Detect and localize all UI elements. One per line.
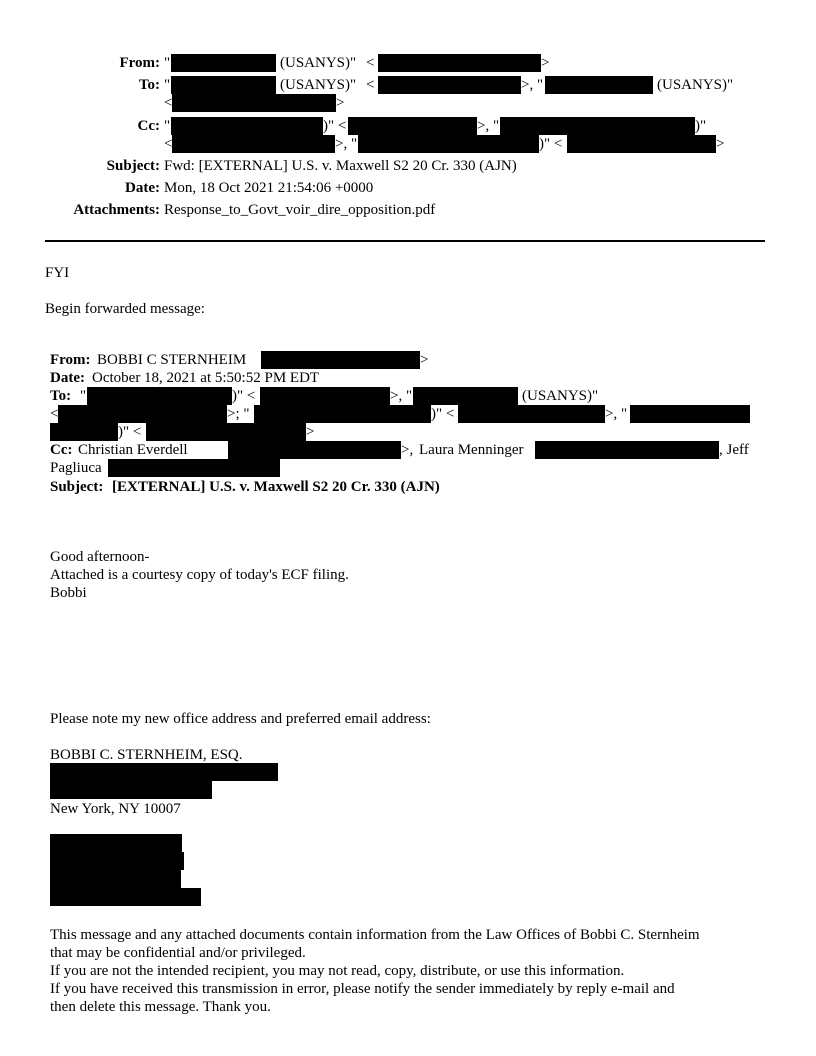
redaction [87, 387, 232, 405]
redaction [108, 459, 280, 477]
address-note: Please note my new office address and preferred email address: [50, 711, 431, 727]
redaction [50, 852, 184, 870]
redaction [171, 117, 323, 135]
redaction [413, 387, 518, 405]
subject-value: Fwd: [EXTERNAL] U.S. v. Maxwell S2 20 Cr. 330 (AJN) [164, 158, 517, 174]
greeting: Good afternoon- [50, 549, 150, 565]
signature-city: New York, NY 10007 [50, 801, 181, 817]
redaction [50, 834, 182, 852]
to-tag-1: (USANYS)" [280, 77, 357, 93]
redaction [50, 763, 278, 781]
redaction [50, 781, 212, 799]
redaction [567, 135, 716, 153]
signature-name: BOBBI C. STERNHEIM, ESQ. [50, 747, 243, 763]
disclaimer-line: that may be confidential and/or privileged. [50, 945, 306, 961]
redaction [260, 387, 390, 405]
fwd-from-label: From: [50, 352, 91, 368]
from-label: From: [119, 55, 160, 71]
disclaimer-line: If you have received this transmission in error, please notify the sender immediately by reply e-mail and [50, 981, 675, 997]
fwd-subject-label: Subject: [50, 479, 104, 495]
redaction [545, 76, 653, 94]
fwd-cc-name-2: Laura Menninger [419, 442, 524, 458]
fwd-to-label: To: [50, 388, 72, 404]
attachments-label: Attachments: [73, 202, 160, 218]
redaction [58, 405, 227, 423]
redaction [358, 135, 539, 153]
fwd-subject-value: [EXTERNAL] U.S. v. Maxwell S2 20 Cr. 330 (AJN) [112, 479, 440, 495]
redaction [254, 405, 431, 423]
date-label: Date: [125, 180, 160, 196]
redaction [50, 870, 181, 888]
redaction [458, 405, 605, 423]
header-divider [45, 240, 765, 242]
fwd-cc-name-3a: , Jeff [719, 442, 749, 458]
redaction [378, 76, 521, 94]
date-value: Mon, 18 Oct 2021 21:54:06 +0000 [164, 180, 374, 196]
fyi-text: FYI [45, 265, 70, 281]
redaction [630, 405, 750, 423]
subject-label: Subject: [106, 158, 160, 174]
redaction [171, 76, 276, 94]
redaction [535, 441, 719, 459]
fwd-from-value: BOBBI C STERNHEIM [97, 352, 247, 368]
fwd-to-tag: (USANYS)" [522, 388, 599, 404]
redaction [228, 441, 401, 459]
body-attached-line: Attached is a courtesy copy of today's ECF filing. [50, 567, 349, 583]
cc-label: Cc: [137, 118, 160, 134]
redaction [500, 117, 695, 135]
to-label: To: [138, 77, 160, 93]
signoff: Bobbi [50, 585, 87, 601]
begin-forwarded-text: Begin forwarded message: [45, 301, 205, 317]
disclaimer-line: then delete this message. Thank you. [50, 999, 271, 1015]
fwd-cc-name-3b: Pagliuca [50, 460, 102, 476]
redaction [348, 117, 477, 135]
disclaimer-line: This message and any attached documents contain information from the Law Offices of Bobbi C. Sternheim [50, 927, 700, 943]
fwd-date-label: Date: [50, 370, 85, 386]
redaction [172, 135, 335, 153]
fwd-cc-label: Cc: [50, 442, 73, 458]
fwd-date-value: October 18, 2021 at 5:50:52 PM EDT [92, 370, 320, 386]
disclaimer-line: If you are not the intended recipient, you may not read, copy, distribute, or use this information. [50, 963, 625, 979]
from-tag: (USANYS)" [280, 55, 357, 71]
fwd-cc-name-1: Christian Everdell [78, 442, 188, 458]
redaction [378, 54, 541, 72]
attachment-link[interactable]: Response_to_Govt_voir_dire_opposition.pdf [164, 202, 436, 218]
redaction [171, 54, 276, 72]
redaction [50, 888, 201, 906]
redaction [50, 423, 118, 441]
to-tag-2: (USANYS)" [657, 77, 734, 93]
redaction [146, 423, 306, 441]
redaction [261, 351, 420, 369]
redaction [172, 94, 336, 112]
